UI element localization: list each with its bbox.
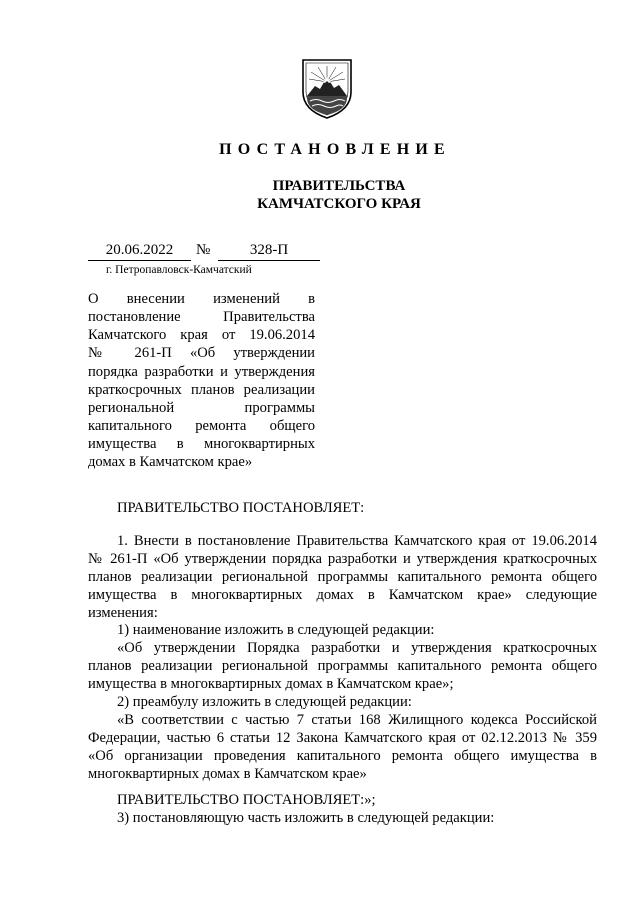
subject-line: краткосрочных планов реализации [88, 381, 315, 398]
decree-phrase: ПРАВИТЕЛЬСТВО ПОСТАНОВЛЯЕТ: [117, 500, 365, 516]
paragraph-6 [88, 792, 597, 810]
document-date: 20.06.2022 [88, 241, 191, 261]
paragraph-line: 2) преамбулу изложить в следующей редакции: [117, 694, 412, 710]
number-sign: № [196, 242, 211, 258]
paragraph-7 [88, 810, 597, 828]
kamchatka-coat-of-arms-icon [300, 58, 354, 120]
document-number: 328-П [218, 241, 320, 261]
subject-line: капитального ремонта общего [88, 417, 315, 434]
issuing-authority [0, 177, 640, 213]
document-subject [88, 290, 315, 471]
city-name: г. Петропавловск-Камчатский [106, 264, 252, 276]
paragraph-line: имущества в многоквартирных домах в Камчатском крае» следующие [88, 586, 597, 603]
paragraph-line: Федерации, частью 6 статьи 12 Закона Камчатского края от 02.12.2013 № 359 [88, 729, 597, 746]
paragraph-line: 3) постановляющую часть изложить в следующей редакции: [117, 810, 495, 826]
authority-line-1: ПРАВИТЕЛЬСТВА [272, 178, 406, 194]
paragraph-line: многоквартирных домах в Камчатском крае» [88, 765, 367, 782]
paragraph-line: ПРАВИТЕЛЬСТВО ПОСТАНОВЛЯЕТ:»; [117, 792, 376, 808]
paragraph-line: 1. Внести в постановление Правительства Камчатского края от 19.06.2014 [117, 533, 597, 549]
subject-line: Камчатского края от 19.06.2014 [88, 327, 315, 344]
paragraph-line: № 261-П «Об утверждении порядка разработки и утверждения краткосрочных [88, 550, 597, 567]
paragraph-line: «Об утверждении Порядка разработки и утверждения краткосрочных [117, 640, 597, 656]
paragraph-2 [88, 622, 597, 640]
subject-line: имущества в многоквартирных [88, 436, 315, 453]
subject-line: порядка разработки и утверждения [88, 363, 315, 380]
paragraph-1 [88, 533, 597, 622]
subject-line: № 261-П «Об утверждении [88, 345, 315, 362]
subject-line: постановление Правительства [88, 309, 315, 326]
subject-line: О внесении изменений в [88, 291, 315, 307]
authority-line-2: КАМЧАТСКОГО КРАЯ [257, 196, 421, 212]
paragraph-line: планов реализации региональной программы капитального ремонта общего [88, 568, 597, 585]
document-type-title: ПОСТАНОВЛЕНИЕ [219, 141, 451, 158]
date-number-row [88, 241, 328, 261]
subject-line: домах в Камчатском крае» [88, 454, 253, 471]
paragraph-4 [88, 694, 597, 712]
paragraph-line: имущества в многоквартирных домах в Камчатском крае»; [88, 675, 454, 692]
paragraph-line: планов реализации региональной программы капитального ремонта общего [88, 657, 597, 674]
paragraph-line: изменения: [88, 604, 158, 621]
paragraph-line: «Об организации проведения капитального ремонта общего имущества в [88, 747, 597, 764]
subject-line: региональной программы [88, 399, 315, 416]
paragraph-line: «В соответствии с частью 7 статьи 168 Жилищного кодекса Российской [117, 712, 597, 728]
paragraph-line: 1) наименование изложить в следующей редакции: [117, 622, 435, 638]
paragraph-3 [88, 640, 597, 694]
paragraph-5 [88, 712, 597, 784]
